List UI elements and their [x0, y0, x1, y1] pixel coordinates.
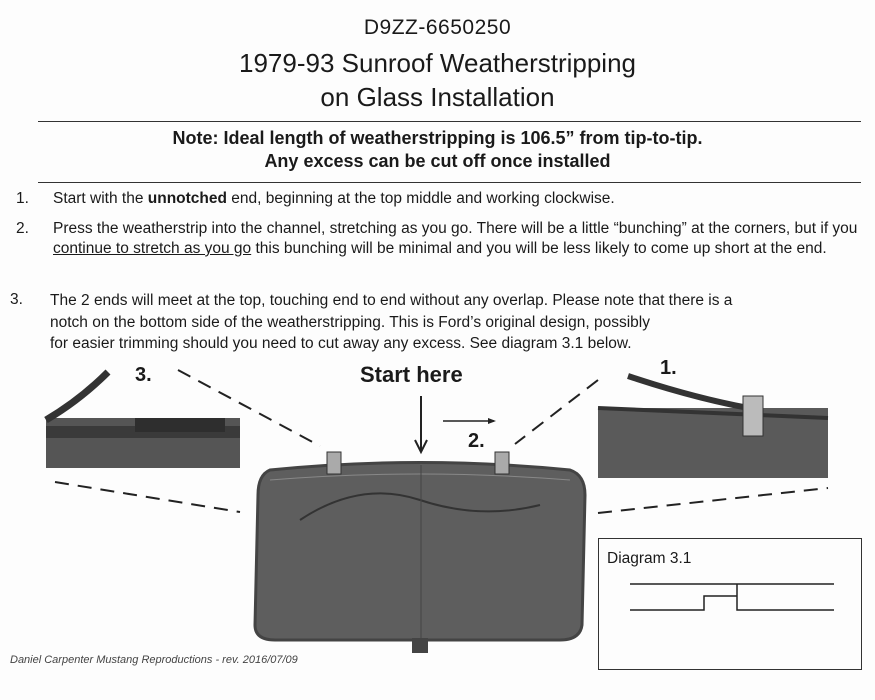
step-emphasis: continue to stretch as you go — [53, 240, 252, 257]
notch-diagram — [599, 539, 861, 669]
step-text: The 2 ends will meet at the top, touching end to end without any overlap. Please note that there is a — [50, 292, 733, 309]
label-step-2: 2. — [468, 430, 485, 452]
footer-credit: Daniel Carpenter Mustang Reproductions - rev. 2016/07/09 — [10, 654, 298, 666]
step-text: for easier trimming should you need to cut away any excess. See diagram 3.1 below. — [50, 335, 632, 352]
step-number: 2. — [16, 220, 29, 237]
part-number: D9ZZ-6650250 — [363, 16, 512, 39]
title-line-2: on Glass Installation — [320, 82, 555, 112]
right-closeup-photo — [598, 376, 828, 478]
step-text: notch on the bottom side of the weatherstripping. This is Ford’s original design, possibly — [50, 313, 650, 331]
step-number: 1. — [16, 190, 29, 207]
label-start-here: Start here — [360, 362, 463, 387]
step-text: Start with the — [53, 190, 148, 207]
step-text: this bunching will be minimal and you will be less likely to come up short at the end. — [251, 240, 827, 257]
step-number: 3. — [10, 291, 23, 308]
sunroof-glass-photo — [255, 452, 585, 653]
arrow-down-icon — [415, 396, 427, 452]
note-line-2: Any excess can be cut off once installed — [264, 151, 611, 171]
label-step-3: 3. — [135, 364, 152, 386]
diagram-title: Diagram 3.1 — [607, 550, 692, 567]
note-line-1: Note: Ideal length of weatherstripping is 106.5” from tip-to-tip. — [172, 128, 703, 148]
step-emphasis: unnotched — [147, 190, 227, 207]
title-line-1: 1979-93 Sunroof Weatherstripping — [239, 48, 636, 78]
diagram-3-1 — [598, 538, 862, 670]
label-step-1: 1. — [660, 357, 677, 379]
arrow-right-icon — [443, 418, 496, 424]
step-text: end, beginning at the top middle and working clockwise. — [226, 190, 615, 207]
step-text: Press the weatherstrip into the channel, stretching as you go. There will be a little “bunching” at the corners, but if you — [53, 220, 858, 237]
